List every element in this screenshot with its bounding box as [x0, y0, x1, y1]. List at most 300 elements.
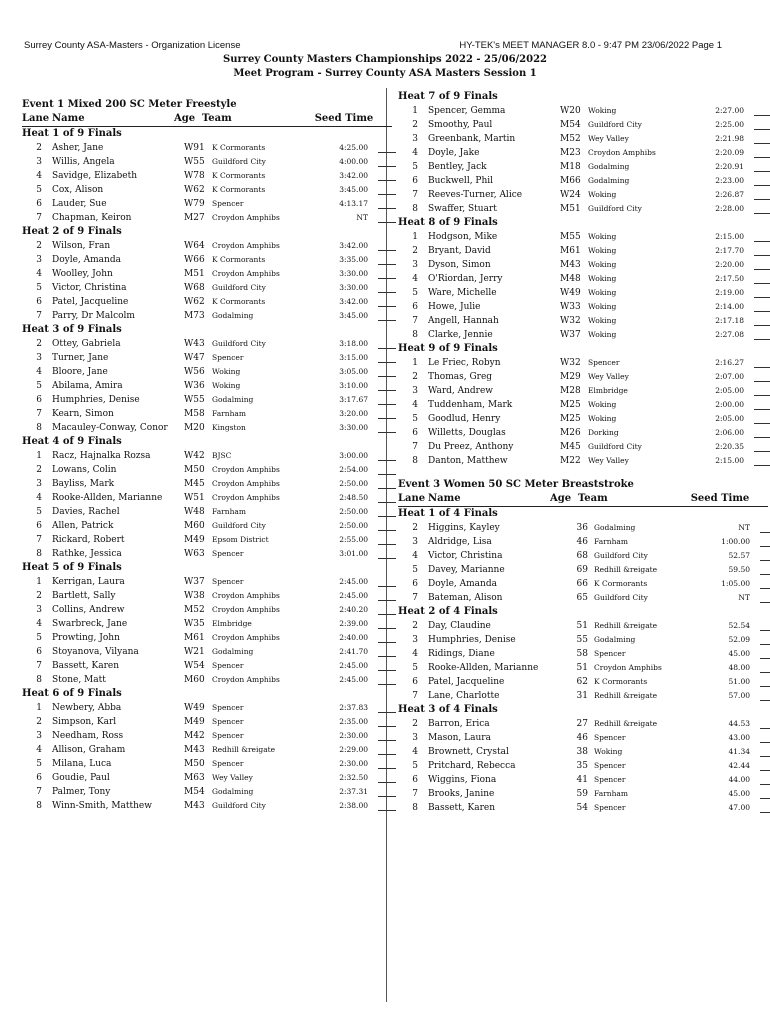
age-group: W51 — [184, 493, 205, 503]
age-group: M23 — [560, 148, 581, 158]
lane-number: 6 — [36, 297, 42, 307]
team-name: K Cormorants — [212, 171, 266, 180]
entry-row — [398, 104, 768, 118]
entry-row — [22, 491, 392, 505]
seed-time: 2:55.00 — [339, 535, 368, 544]
age-group: M43 — [184, 801, 205, 811]
seed-time: 1:05.00 — [721, 579, 750, 588]
age-group: 46 — [576, 537, 588, 547]
heat-title: Heat 2 of 9 Finals — [22, 226, 122, 237]
swimmer-name: Swarbreck, Jane — [52, 619, 128, 629]
age-column-header: Age — [550, 493, 572, 504]
entry-row — [22, 519, 392, 533]
result-blank-line — [378, 241, 396, 251]
entry-row — [22, 379, 392, 393]
swimmer-name: O'Riordan, Jerry — [428, 274, 503, 284]
team-name: Woking — [594, 747, 623, 756]
team-name: K Cormorants — [212, 255, 266, 264]
lane-number: 4 — [412, 274, 418, 284]
swimmer-name: Danton, Matthew — [428, 456, 508, 466]
swimmer-name: Allen, Patrick — [52, 521, 114, 531]
age-group: M28 — [560, 386, 581, 396]
lane-number: 7 — [412, 442, 418, 452]
swimmer-name: Buckwell, Phil — [428, 176, 494, 186]
entry-row — [398, 202, 768, 216]
result-blank-line — [378, 535, 396, 545]
entry-row — [22, 771, 392, 785]
age-group: M45 — [184, 479, 205, 489]
lane-number: 3 — [412, 635, 418, 645]
lane-number: 4 — [36, 171, 42, 181]
result-blank-line — [378, 759, 396, 769]
swimmer-name: Humphries, Denise — [52, 395, 140, 405]
team-name: Spencer — [212, 703, 244, 712]
entry-row — [398, 244, 768, 258]
swimmer-name: Savidge, Elizabeth — [52, 171, 137, 181]
team-name: Kingston — [212, 423, 246, 432]
team-name: K Cormorants — [594, 677, 648, 686]
seed-time: 47.00 — [728, 803, 750, 812]
age-group: 69 — [576, 565, 588, 575]
result-blank-line — [760, 747, 770, 757]
team-name: Woking — [588, 302, 617, 311]
seed-time: NT — [356, 213, 368, 222]
entry-row — [22, 631, 392, 645]
result-blank-line — [378, 521, 396, 531]
team-name: Guildford City — [588, 120, 642, 129]
swimmer-name: Needham, Ross — [52, 731, 124, 741]
entry-row — [398, 801, 768, 815]
lane-number: 1 — [412, 232, 418, 242]
team-name: Woking — [588, 106, 617, 115]
lane-number: 3 — [36, 157, 42, 167]
result-blank-line — [378, 577, 396, 587]
entry-row — [22, 449, 392, 463]
swimmer-name: Goudie, Paul — [52, 773, 110, 783]
lane-number: 3 — [412, 134, 418, 144]
swimmer-name: Allison, Graham — [52, 745, 126, 755]
lane-number: 5 — [412, 565, 418, 575]
swimmer-name: Day, Claudine — [428, 621, 491, 631]
result-blank-line — [754, 204, 770, 214]
lane-number: 2 — [36, 717, 42, 727]
lane-number: 5 — [36, 507, 42, 517]
result-blank-line — [378, 647, 396, 657]
result-blank-line — [760, 593, 770, 603]
team-name: Epsom District — [212, 535, 269, 544]
result-blank-line — [760, 677, 770, 687]
entry-row — [22, 281, 392, 295]
swimmer-name: Bateman, Alison — [428, 593, 503, 603]
result-blank-line — [754, 232, 770, 242]
swimmer-name: Humphries, Denise — [428, 635, 516, 645]
seed-time: 4:25.00 — [339, 143, 368, 152]
heat-title: Heat 1 of 9 Finals — [22, 128, 122, 139]
result-blank-line — [378, 717, 396, 727]
result-blank-line — [378, 507, 396, 517]
result-blank-line — [378, 731, 396, 741]
entry-row — [22, 169, 392, 183]
age-group: W55 — [184, 157, 205, 167]
team-name: Godalming — [594, 635, 636, 644]
lane-number: 4 — [36, 367, 42, 377]
seed-time: 59.50 — [728, 565, 750, 574]
lane-column-header: Lane — [398, 493, 426, 504]
seed-time: 3:45.00 — [339, 185, 368, 194]
age-group: M43 — [184, 745, 205, 755]
result-blank-line — [760, 649, 770, 659]
entry-row — [22, 729, 392, 743]
team-column-header: Team — [202, 113, 232, 124]
lane-number: 7 — [412, 691, 418, 701]
swimmer-name: Dyson, Simon — [428, 260, 491, 270]
result-blank-line — [760, 663, 770, 673]
age-group: M26 — [560, 428, 581, 438]
entry-row — [22, 757, 392, 771]
team-name: Woking — [588, 288, 617, 297]
swimmer-name: Brownett, Crystal — [428, 747, 509, 757]
result-blank-line — [378, 381, 396, 391]
seed-time: NT — [738, 593, 750, 602]
seed-time: 4:13.17 — [339, 199, 368, 208]
lane-number: 1 — [36, 451, 42, 461]
team-name: Farnham — [594, 537, 628, 546]
result-blank-line — [378, 297, 396, 307]
age-group: W68 — [184, 283, 205, 293]
team-name: Guildford City — [594, 551, 648, 560]
result-blank-line — [754, 372, 770, 382]
age-group: W49 — [560, 288, 581, 298]
seed-time: 2:27.08 — [715, 330, 744, 339]
seed-time: 2:30.00 — [339, 759, 368, 768]
result-blank-line — [754, 428, 770, 438]
age-group: M52 — [184, 605, 205, 615]
seed-time: 2:50.00 — [339, 479, 368, 488]
seed-time: 2:50.00 — [339, 521, 368, 530]
swimmer-name: Ridings, Diane — [428, 649, 495, 659]
team-name: Wey Valley — [588, 456, 629, 465]
meet-title: Surrey County Masters Championships 2022 - 25/06/2022 — [222, 54, 548, 65]
swimmer-name: Palmer, Tony — [52, 787, 111, 797]
swimmer-name: Swaffer, Stuart — [428, 204, 497, 214]
lane-number: 5 — [412, 288, 418, 298]
team-name: Guildford City — [212, 157, 266, 166]
result-blank-line — [754, 288, 770, 298]
swimmer-name: Victor, Christina — [52, 283, 127, 293]
lane-number: 7 — [412, 593, 418, 603]
swimmer-name: Doyle, Jake — [428, 148, 480, 158]
swimmer-name: Spencer, Gemma — [428, 106, 506, 116]
seed-time: 2:20.91 — [715, 162, 744, 171]
team-name: Woking — [588, 414, 617, 423]
seed-time: 2:27.00 — [715, 106, 744, 115]
entry-row — [22, 197, 392, 211]
right-column — [398, 90, 768, 815]
seed-time: 2:29.00 — [339, 745, 368, 754]
lane-number: 4 — [412, 148, 418, 158]
lane-number: 2 — [412, 719, 418, 729]
event-title: Event 1 Mixed 200 SC Meter Freestyle — [22, 99, 237, 110]
age-group: 68 — [576, 551, 588, 561]
lane-number: 2 — [36, 465, 42, 475]
lane-number: 6 — [412, 775, 418, 785]
entry-row — [398, 440, 768, 454]
result-blank-line — [754, 358, 770, 368]
swimmer-name: Du Preez, Anthony — [428, 442, 514, 452]
seed-time: 42.44 — [728, 761, 750, 770]
result-blank-line — [378, 353, 396, 363]
swimmer-name: Brooks, Janine — [428, 789, 495, 799]
swimmer-name: Wilson, Fran — [52, 241, 111, 251]
team-name: Guildford City — [594, 593, 648, 602]
lane-number: 8 — [36, 549, 42, 559]
team-name: Croydon Amphibs — [212, 269, 280, 278]
seed-time: 3:18.00 — [339, 339, 368, 348]
lane-number: 2 — [36, 591, 42, 601]
swimmer-name: Willis, Angela — [52, 157, 115, 167]
seed-time: 2:48.50 — [339, 493, 368, 502]
lane-number: 6 — [412, 428, 418, 438]
age-group: W42 — [184, 451, 205, 461]
swimmer-name: Ottey, Gabriela — [52, 339, 121, 349]
entry-row — [398, 300, 768, 314]
entry-row — [22, 645, 392, 659]
lane-number: 5 — [412, 663, 418, 673]
age-group: W21 — [184, 647, 205, 657]
entry-row — [22, 211, 392, 225]
result-blank-line — [754, 316, 770, 326]
lane-number: 7 — [36, 535, 42, 545]
lane-number: 4 — [412, 747, 418, 757]
swimmer-name: Ward, Andrew — [428, 386, 494, 396]
seed-time: 2:17.50 — [715, 274, 744, 283]
lane-number: 5 — [36, 759, 42, 769]
swimmer-name: Ware, Michelle — [428, 288, 497, 298]
lane-number: 5 — [412, 761, 418, 771]
entry-row — [22, 785, 392, 799]
team-name: Godalming — [588, 162, 630, 171]
seed-time: 2:50.00 — [339, 507, 368, 516]
swimmer-name: Rooke-Allden, Marianne — [52, 493, 163, 503]
age-group: 46 — [576, 733, 588, 743]
team-name: Guildford City — [212, 521, 266, 530]
age-group: W64 — [184, 241, 205, 251]
lane-number: 8 — [412, 456, 418, 466]
seed-time: 2:19.00 — [715, 288, 744, 297]
seed-time: 2:40.00 — [339, 633, 368, 642]
lane-number: 7 — [36, 787, 42, 797]
age-group: W20 — [560, 106, 581, 116]
seed-time: 2:14.00 — [715, 302, 744, 311]
lane-number: 3 — [36, 353, 42, 363]
result-blank-line — [378, 311, 396, 321]
swimmer-name: Smoothy, Paul — [428, 120, 493, 130]
result-blank-line — [754, 442, 770, 452]
entry-row — [22, 351, 392, 365]
result-blank-line — [760, 775, 770, 785]
result-blank-line — [760, 733, 770, 743]
entry-row — [22, 799, 392, 813]
entry-row — [22, 337, 392, 351]
lane-number: 7 — [412, 316, 418, 326]
result-blank-line — [378, 283, 396, 293]
seed-time: 3:30.00 — [339, 423, 368, 432]
swimmer-name: Collins, Andrew — [52, 605, 125, 615]
entry-row — [22, 183, 392, 197]
lane-number: 1 — [36, 703, 42, 713]
age-group: 58 — [576, 649, 588, 659]
heat-title: Heat 7 of 9 Finals — [398, 91, 498, 102]
entry-row — [398, 174, 768, 188]
swimmer-name: Winn-Smith, Matthew — [52, 801, 152, 811]
swimmer-name: Tuddenham, Mark — [428, 400, 513, 410]
column-header-row — [22, 112, 392, 127]
seed-time: 3:35.00 — [339, 255, 368, 264]
lane-number: 5 — [36, 633, 42, 643]
entry-row — [22, 239, 392, 253]
lane-number: 6 — [412, 579, 418, 589]
lane-number: 3 — [36, 255, 42, 265]
team-name: Spencer — [594, 733, 626, 742]
lane-number: 2 — [36, 143, 42, 153]
age-group: W36 — [184, 381, 205, 391]
swimmer-name: Bryant, David — [428, 246, 491, 256]
lane-number: 4 — [36, 269, 42, 279]
column-header-row — [398, 492, 768, 507]
entry-row — [398, 370, 768, 384]
team-name: Spencer — [212, 661, 244, 670]
age-group: W79 — [184, 199, 205, 209]
swimmer-name: Asher, Jane — [52, 143, 104, 153]
age-group: 41 — [576, 775, 588, 785]
swimmer-name: Howe, Julie — [428, 302, 481, 312]
lane-number: 1 — [412, 358, 418, 368]
seed-time: 45.00 — [728, 649, 750, 658]
age-group: M25 — [560, 400, 581, 410]
age-group: W35 — [184, 619, 205, 629]
lane-number: 8 — [412, 803, 418, 813]
swimmer-name: Barron, Erica — [428, 719, 490, 729]
swimmer-name: Mason, Laura — [428, 733, 491, 743]
entry-row — [22, 407, 392, 421]
swimmer-name: Patel, Jacqueline — [52, 297, 129, 307]
entry-row — [22, 603, 392, 617]
heat-title: Heat 5 of 9 Finals — [22, 562, 122, 573]
team-name: Croydon Amphibs — [212, 675, 280, 684]
result-blank-line — [754, 134, 770, 144]
swimmer-name: Bentley, Jack — [428, 162, 487, 172]
swimmer-name: Cox, Alison — [52, 185, 104, 195]
seed-time: 2:06.00 — [715, 428, 744, 437]
team-name: Woking — [588, 190, 617, 199]
result-blank-line — [378, 395, 396, 405]
team-name: Guildford City — [588, 204, 642, 213]
swimmer-name: Lane, Charlotte — [428, 691, 500, 701]
lane-number: 6 — [412, 176, 418, 186]
entry-row — [398, 563, 768, 577]
age-group: W62 — [184, 297, 205, 307]
team-name: Spencer — [212, 731, 244, 740]
entry-row — [22, 309, 392, 323]
age-group: M20 — [184, 423, 205, 433]
heat-title: Heat 2 of 4 Finals — [398, 606, 498, 617]
age-group: 38 — [576, 747, 588, 757]
lane-number: 7 — [36, 311, 42, 321]
swimmer-name: Le Friec, Robyn — [428, 358, 501, 368]
lane-number: 3 — [36, 731, 42, 741]
seed-time: 3:01.00 — [339, 549, 368, 558]
seed-time: 3:17.67 — [339, 395, 368, 404]
team-name: Spencer — [588, 358, 620, 367]
entry-row — [398, 118, 768, 132]
age-group: M27 — [184, 213, 205, 223]
entry-row — [22, 141, 392, 155]
entry-row — [22, 155, 392, 169]
seed-time: 1:00.00 — [721, 537, 750, 546]
entry-row — [22, 673, 392, 687]
seed-time: 2:23.00 — [715, 176, 744, 185]
entry-row — [398, 633, 768, 647]
swimmer-name: Wiggins, Fiona — [428, 775, 497, 785]
seed-time: 2:16.27 — [715, 358, 744, 367]
seed-column-header: Seed Time — [690, 493, 750, 504]
lane-column-header: Lane — [22, 113, 50, 124]
entry-row — [22, 253, 392, 267]
swimmer-name: Victor, Christina — [428, 551, 503, 561]
swimmer-name: Davies, Rachel — [52, 507, 120, 517]
age-group: 51 — [576, 621, 588, 631]
seed-time: 3:42.00 — [339, 241, 368, 250]
swimmer-name: Aldridge, Lisa — [428, 537, 492, 547]
entry-row — [22, 505, 392, 519]
age-group: M42 — [184, 731, 205, 741]
swimmer-name: Greenbank, Martin — [428, 134, 516, 144]
result-blank-line — [760, 551, 770, 561]
seed-time: 43.00 — [728, 733, 750, 742]
age-group: M54 — [560, 120, 581, 130]
lane-number: 5 — [36, 381, 42, 391]
lane-number: 8 — [36, 801, 42, 811]
entry-row — [398, 230, 768, 244]
age-group: W37 — [560, 330, 581, 340]
lane-number: 4 — [36, 619, 42, 629]
lane-number: 6 — [36, 521, 42, 531]
team-name: Farnham — [212, 409, 246, 418]
entry-row — [398, 773, 768, 787]
swimmer-name: Patel, Jacqueline — [428, 677, 505, 687]
swimmer-name: Macauley-Conway, Conor — [52, 423, 168, 433]
result-blank-line — [378, 787, 396, 797]
lane-number: 2 — [412, 523, 418, 533]
age-group: W62 — [184, 185, 205, 195]
team-name: K Cormorants — [594, 579, 648, 588]
seed-time: 4:00.00 — [339, 157, 368, 166]
result-blank-line — [760, 719, 770, 729]
result-blank-line — [378, 185, 396, 195]
seed-time: 48.00 — [728, 663, 750, 672]
seed-time: 2:17.18 — [715, 316, 744, 325]
seed-time: 2:35.00 — [339, 717, 368, 726]
result-blank-line — [754, 148, 770, 158]
team-name: Croydon Amphibs — [212, 591, 280, 600]
seed-time: 45.00 — [728, 789, 750, 798]
entry-row — [22, 589, 392, 603]
team-name: Croydon Amphibs — [212, 465, 280, 474]
swimmer-name: Angell, Hannah — [428, 316, 499, 326]
entry-row — [22, 477, 392, 491]
session-title: Meet Program - Surrey County ASA Masters Session 1 — [233, 68, 537, 79]
age-group: 51 — [576, 663, 588, 673]
